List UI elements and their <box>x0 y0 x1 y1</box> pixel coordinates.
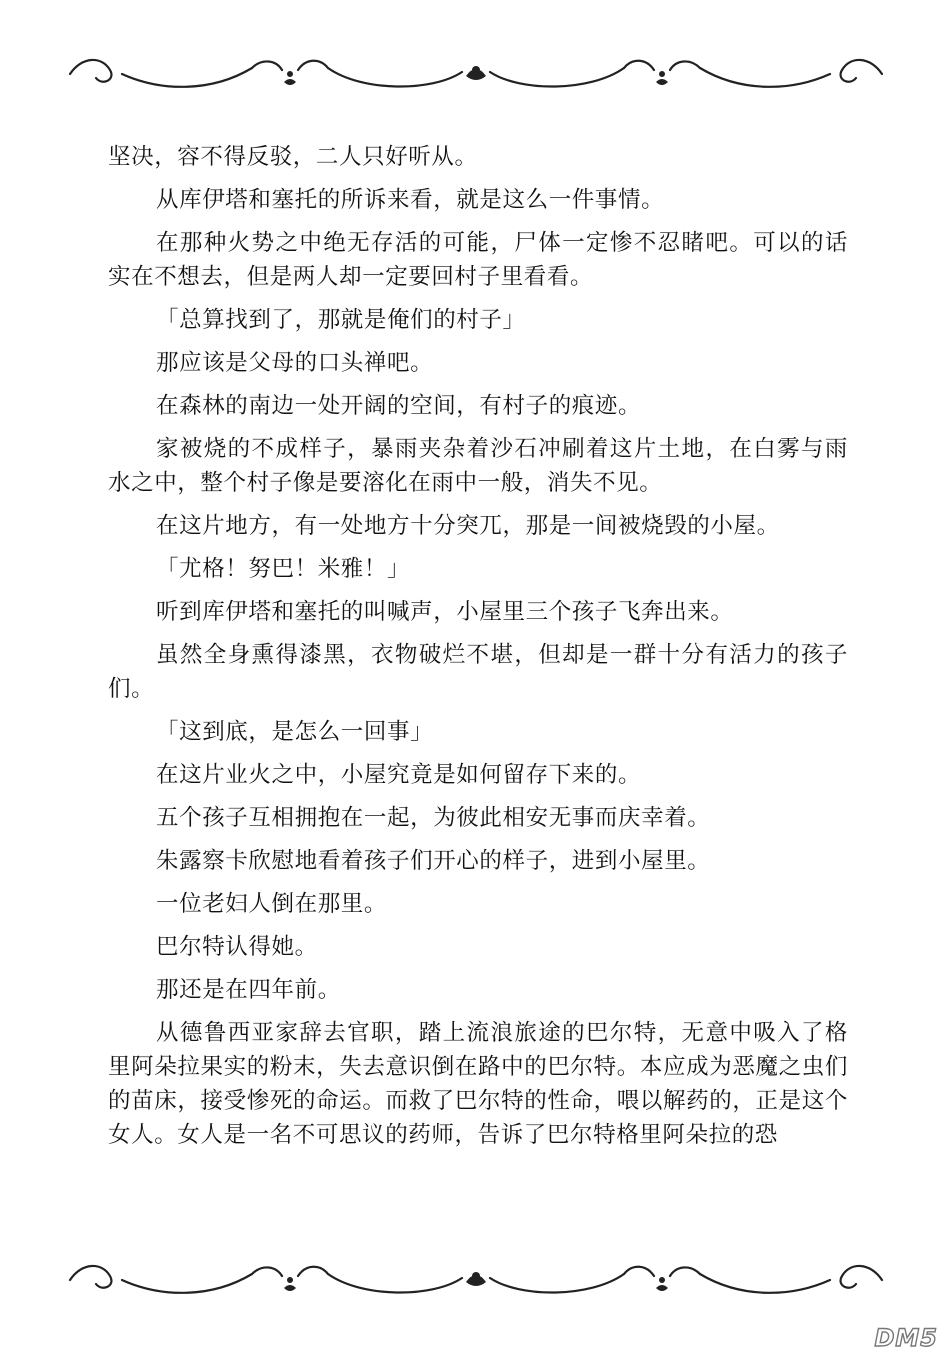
paragraph: 在这片地方，有一处地方十分突兀，那是一间被烧毁的小屋。 <box>156 513 780 539</box>
article-body <box>108 140 848 1161</box>
paragraph: 在这片业火之中，小屋究竟是如何留存下来的。 <box>156 762 642 788</box>
paragraph: 五个孩子互相拥抱在一起，为彼此相安无事而庆幸着。 <box>156 805 711 831</box>
bottom-ornament-border <box>62 1252 890 1308</box>
paragraph: 从德鲁西亚家辞去官职，踏上流浪旅途的巴尔特，无意中吸入了格里阿朵拉果实的粉末，失去意识倒在路中的巴尔特。本应成为恶魔之虫们的苗床，接受惨死的命运。而救了巴尔特的性命，喂以解药的，正是这个女人。女人是一名不可思议的药师，告诉了巴尔特格里阿朵拉的恐 <box>108 1020 848 1148</box>
paragraph: 那还是在四年前。 <box>156 977 341 1003</box>
paragraph: 家被烧的不成样子，暴雨夹杂着沙石冲刷着这片土地，在白雾与雨水之中，整个村子像是要溶化在雨中一般，消失不见。 <box>108 436 848 496</box>
paragraph: 在森林的南边一处开阔的空间，有村子的痕迹。 <box>156 393 642 419</box>
top-ornament-border <box>62 46 890 102</box>
paragraph: 在那种火势之中绝无存活的可能，尸体一定惨不忍睹吧。可以的话实在不想去，但是两人却一定要回村子里看看。 <box>108 230 848 290</box>
paragraph: 听到库伊塔和塞托的叫喊声，小屋里三个孩子飞奔出来。 <box>156 599 734 625</box>
dialogue-line: 「尤格！努巴！米雅！」 <box>156 556 411 582</box>
dialogue-line: 「这到底，是怎么一回事」 <box>156 719 434 745</box>
site-watermark-logo: DM5 <box>874 1324 938 1352</box>
dialogue-line: 「总算找到了，那就是俺们的村子」 <box>156 307 526 333</box>
paragraph: 坚决，容不得反驳，二人只好听从。 <box>108 144 478 170</box>
paragraph: 朱露察卡欣慰地看着孩子们开心的样子，进到小屋里。 <box>156 848 711 874</box>
paragraph: 那应该是父母的口头禅吧。 <box>156 350 434 376</box>
paragraph: 从库伊塔和塞托的所诉来看，就是这么一件事情。 <box>156 187 665 213</box>
paragraph: 巴尔特认得她。 <box>156 934 318 960</box>
paragraph: 虽然全身熏得漆黑，衣物破烂不堪，但却是一群十分有活力的孩子们。 <box>108 642 848 702</box>
paragraph: 一位老妇人倒在那里。 <box>156 891 388 917</box>
